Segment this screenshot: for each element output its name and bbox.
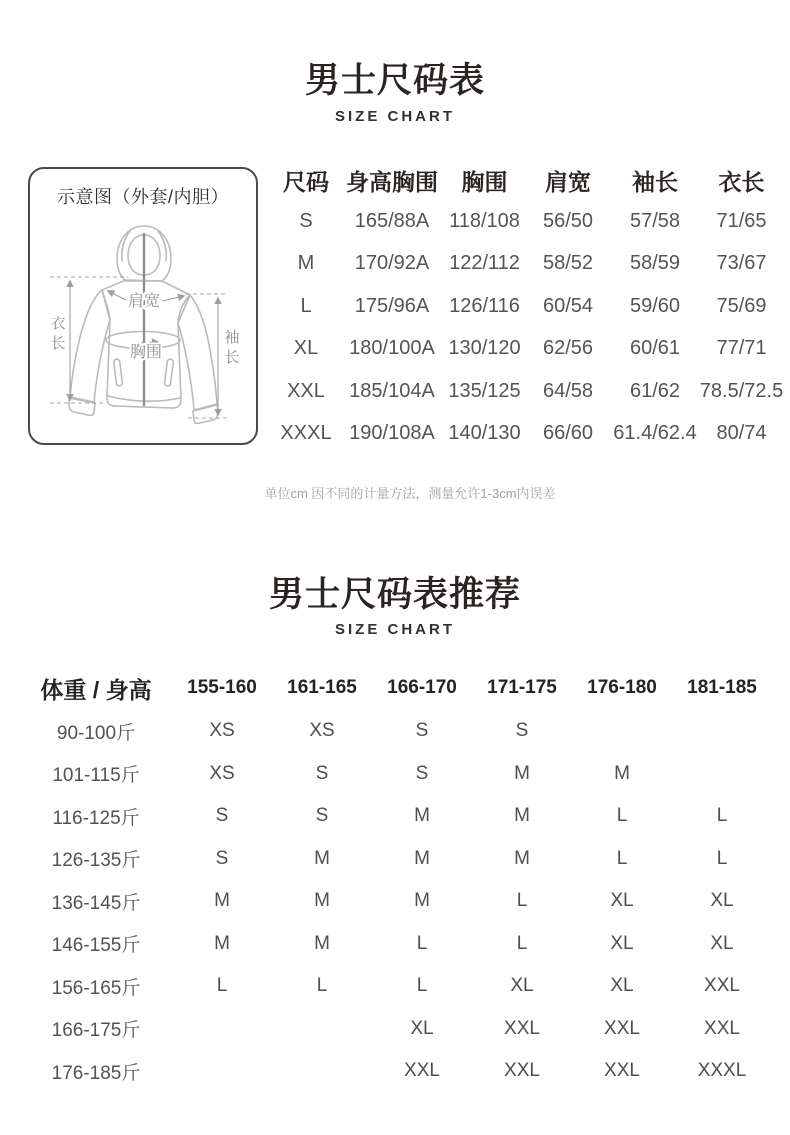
recommend-cell (272, 1050, 372, 1093)
recommend-cell: XXL (504, 1017, 540, 1039)
size-cell: 71/65 (716, 209, 767, 232)
recommend-cell: XL (410, 1017, 434, 1039)
recommend-cell: XL (610, 890, 634, 912)
recommend-cell: XS (309, 720, 335, 742)
recommend-cell (572, 710, 672, 753)
size-cell: 77/71 (716, 337, 767, 360)
recommend-cell: XL (610, 932, 634, 954)
recommend-cell: L (716, 805, 728, 827)
recommend-cell: L (516, 932, 528, 954)
recommend-cell: S (215, 847, 229, 869)
recommend-cell: M (414, 805, 430, 827)
jacket-outline (69, 226, 218, 423)
recommend-cell: S (415, 720, 429, 742)
size-cell: 57/58 (629, 209, 681, 232)
recommend-cell: L (216, 975, 228, 997)
recommend-cell (672, 710, 772, 753)
recommend-cell: L (416, 932, 428, 954)
recommend-cell: XXL (404, 1060, 440, 1082)
size-cell: 73/67 (716, 252, 767, 275)
size-cell: 165/88A (354, 209, 430, 232)
weight-label: 176-185斤 (51, 1062, 141, 1084)
size-cell: 190/108A (349, 422, 435, 445)
size-cell: 75/69 (716, 294, 767, 317)
size-chart-subtitle: SIZE CHART (335, 108, 455, 125)
diagram-caption: 示意图（外套/内胆） (56, 187, 229, 207)
recommend-cell: S (515, 720, 529, 742)
weight-label: 101-115斤 (52, 765, 140, 787)
column-header-shoulder: 肩宽 (545, 168, 591, 195)
column-header-161-165: 161-165 (287, 677, 357, 698)
weight-label: 146-155斤 (51, 935, 141, 957)
size-cell: 126/116 (449, 294, 520, 317)
size-cell: 61/62 (629, 379, 681, 402)
size-cell: 58/59 (629, 252, 681, 275)
recommend-cell: L (616, 847, 628, 869)
recommend-cell: L (316, 975, 328, 997)
size-cell: L (300, 294, 312, 317)
recommend-cell: M (414, 890, 430, 912)
size-cell: 60/54 (542, 294, 594, 317)
size-cell: 66/60 (542, 422, 594, 445)
jacket-illustration (30, 169, 256, 443)
size-cell: 170/92A (354, 252, 430, 275)
size-cell: XL (293, 337, 319, 360)
recommend-cell: M (314, 932, 330, 954)
size-cell: 61.4/62.4 (613, 422, 697, 445)
recommend-cell: XXL (704, 1017, 740, 1039)
column-header-height-chest: 身高胸围 (346, 168, 438, 195)
size-cell: 62/56 (542, 337, 594, 360)
size-cell: S (299, 209, 313, 232)
recommend-cell: M (514, 805, 530, 827)
recommend-cell (172, 1050, 272, 1093)
size-cell: 122/112 (449, 252, 520, 275)
column-header-155-160: 155-160 (187, 677, 257, 698)
measurement-note: 单位cm 因不同的计量方法，测量允许1-3cm内误差 (264, 486, 556, 501)
recommend-cell: S (215, 805, 229, 827)
recommend-cell: M (214, 890, 230, 912)
recommend-cell: XL (710, 890, 734, 912)
size-cell: 180/100A (349, 337, 435, 360)
weight-label: 136-145斤 (51, 892, 141, 914)
recommend-cell: S (415, 762, 429, 784)
recommend-cell: M (514, 762, 530, 784)
column-header-size: 尺码 (283, 168, 329, 195)
column-header-171-175: 171-175 (487, 677, 557, 698)
weight-label: 126-135斤 (51, 850, 141, 872)
recommend-cell: XL (710, 932, 734, 954)
recommend-cell: S (315, 762, 329, 784)
sleeve-length-label: 袖长 (222, 329, 240, 369)
size-cell: 185/104A (349, 379, 435, 402)
column-header-176-180: 176-180 (587, 677, 657, 698)
size-cell: XXL (287, 379, 325, 402)
garment-length-label: 衣长 (48, 315, 66, 355)
size-cell: 78.5/72.5 (699, 379, 784, 402)
size-cell: 118/108 (449, 209, 520, 232)
column-header-weight-height: 体重 / 身高 (40, 676, 152, 703)
recommend-cell: XS (209, 762, 235, 784)
recommend-cell: XXL (504, 1060, 540, 1082)
recommend-cell: XL (610, 975, 634, 997)
recommend-cell (272, 1008, 372, 1051)
recommend-subtitle: SIZE CHART (335, 621, 455, 638)
size-diagram (28, 167, 258, 445)
size-cell: 135/125 (448, 379, 521, 402)
shoulder-width-label: 肩宽 (127, 293, 161, 310)
size-cell: M (297, 252, 315, 275)
column-header-166-170: 166-170 (387, 677, 457, 698)
recommend-cell: M (314, 890, 330, 912)
weight-label: 166-175斤 (51, 1020, 141, 1042)
weight-label: 116-125斤 (52, 807, 140, 829)
size-cell: 80/74 (716, 422, 767, 445)
weight-label: 90-100斤 (56, 722, 136, 744)
recommend-cell: L (516, 890, 528, 912)
recommend-cell: L (416, 975, 428, 997)
recommend-cell: L (616, 805, 628, 827)
recommend-cell: XXL (604, 1017, 640, 1039)
recommend-cell: M (314, 847, 330, 869)
column-header-181-185: 181-185 (687, 677, 757, 698)
recommend-cell: XS (209, 720, 235, 742)
size-cell: 130/120 (448, 337, 521, 360)
chest-arrow (132, 342, 158, 343)
recommend-table (20, 666, 772, 1093)
size-cell: XXXL (280, 422, 332, 445)
chest-label: 胸围 (129, 344, 163, 361)
column-header-length: 衣长 (718, 168, 765, 195)
size-chart-title: 男士尺码表 (304, 61, 485, 100)
recommend-cell: M (514, 847, 530, 869)
recommend-cell: XXL (704, 975, 740, 997)
size-table (270, 160, 782, 455)
size-cell: 64/58 (542, 379, 594, 402)
size-cell: 58/52 (542, 252, 594, 275)
size-cell: 140/130 (448, 422, 521, 445)
recommend-cell: XXL (604, 1060, 640, 1082)
weight-label: 156-165斤 (51, 977, 141, 999)
recommend-cell: L (716, 847, 728, 869)
recommend-cell: M (414, 847, 430, 869)
recommend-title: 男士尺码表推荐 (268, 575, 521, 614)
size-cell: 59/60 (629, 294, 681, 317)
recommend-cell: M (214, 932, 230, 954)
recommend-cell (672, 753, 772, 796)
recommend-cell: S (315, 805, 329, 827)
size-cell: 175/96A (354, 294, 430, 317)
recommend-cell: XL (510, 975, 534, 997)
size-cell: 56/50 (542, 209, 594, 232)
column-header-sleeve: 袖长 (632, 168, 678, 195)
size-cell: 60/61 (629, 337, 681, 360)
recommend-cell (172, 1008, 272, 1051)
column-header-chest: 胸围 (461, 168, 508, 195)
recommend-cell: M (614, 762, 630, 784)
recommend-cell: XXXL (697, 1060, 747, 1082)
